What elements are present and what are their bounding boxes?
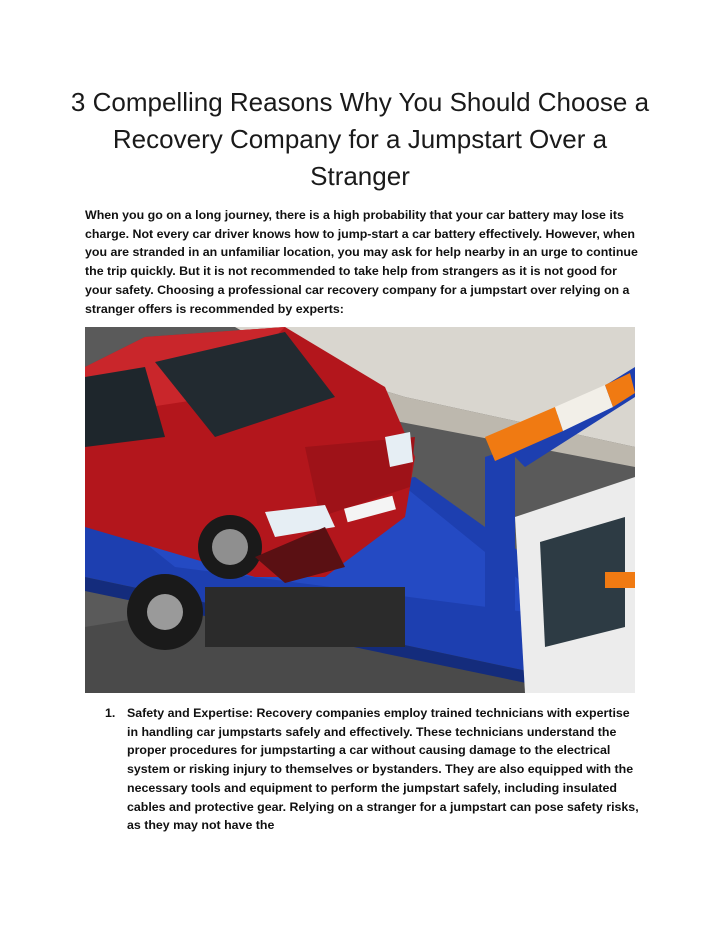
list-item [85, 704, 641, 835]
reasons-list [85, 704, 641, 835]
list-item-text: Safety and Expertise: Recovery companies employ trained technicians with expertise in handling car jumpstarts safely and effectively. These technicians understand the proper procedures for jumpstarting a car without causing damage to the electrical system or risking injury to themselves or bystanders. They are also equipped with the necessary tools and equipment to perform the jumpstart safely, including insulated cables and protective gear. Relying on a stranger for a jumpstart can pose safety risks, as they may not have the [127, 706, 639, 833]
intro-paragraph: When you go on a long journey, there is a high probability that your car battery may lose its charge. Not every car driver knows how to jump-start a car battery effectively. However, when you are stranded in an unfamiliar location, you may ask for help nearby in an urge to continue the trip quickly. But it is not recommended to take help from strangers as it is not good for your safety. Choosing a professional car recovery company for a jumpstart over relying on a stranger offers is recommended by experts: [85, 208, 638, 316]
document-title: 3 Compelling Reasons Why You Should Choose a Recovery Company for a Jumpstart Over a Stranger [70, 87, 650, 191]
list-item-number: 1. [105, 706, 116, 720]
tow-truck-photo [85, 327, 635, 693]
